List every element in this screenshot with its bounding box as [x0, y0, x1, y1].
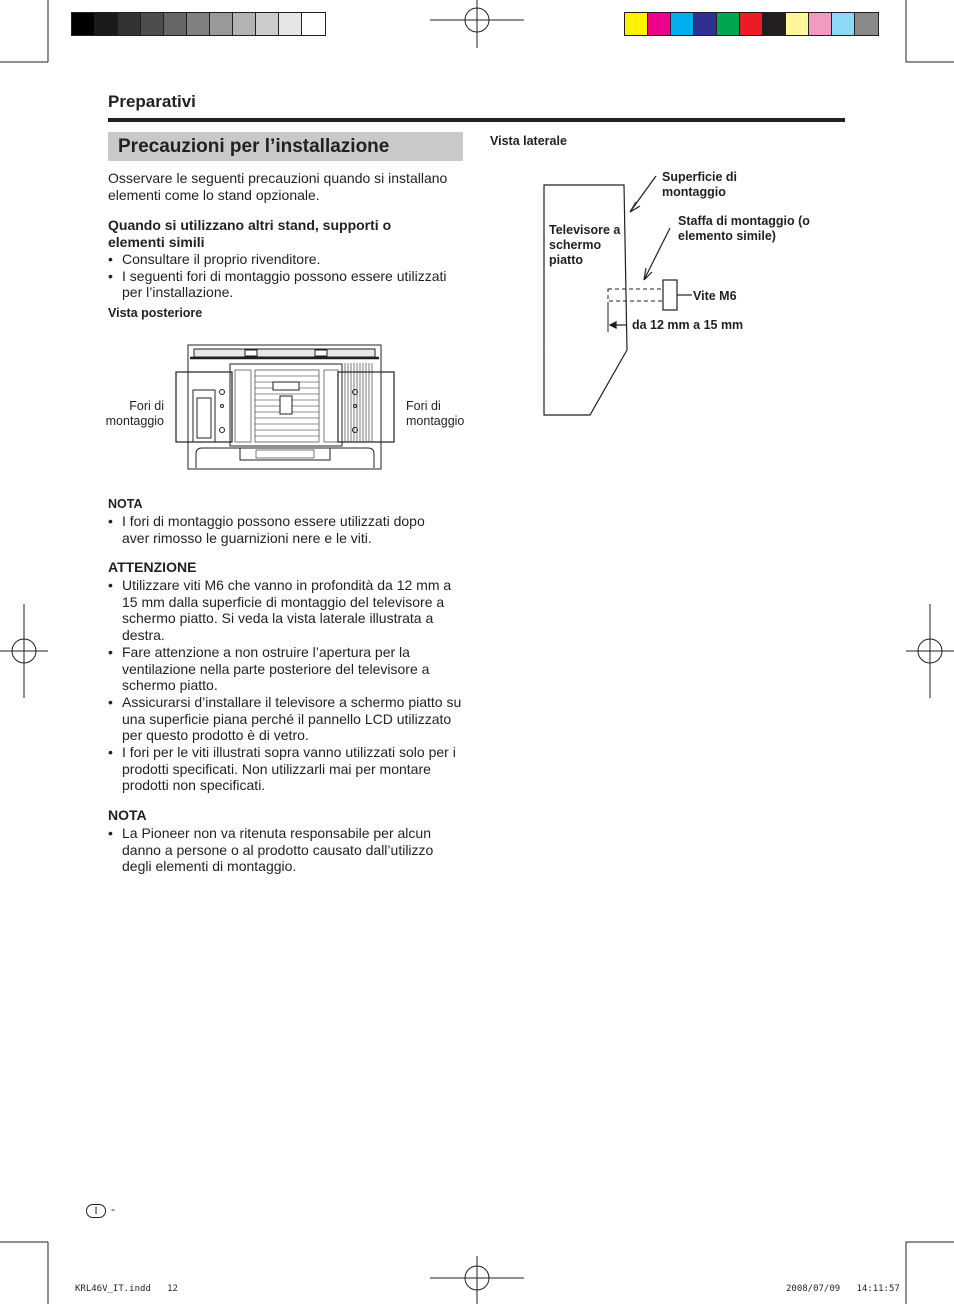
gray-swatch	[302, 13, 325, 35]
gray-swatch	[72, 13, 95, 35]
page-marker-letter: I	[94, 1205, 98, 1217]
bracket-label: Staffa di montaggio (o elemento simile)	[678, 214, 810, 243]
footer-timestamp: 2008/07/09 14:11:57	[786, 1284, 900, 1294]
gray-swatch	[164, 13, 187, 35]
gray-swatch	[210, 13, 233, 35]
tv-label: Televisore a schermo piatto	[549, 223, 621, 267]
color-swatch	[625, 13, 648, 35]
list-item: • Assicurarsi d’installare il televisore a schermo piatto su una superficie piana perché il pannello LCD utilizzato per questo prodotto è di vetro.	[108, 694, 464, 744]
rear-view-diagram	[160, 340, 405, 472]
nota-title: NOTA	[108, 497, 143, 511]
grayscale-color-bar	[71, 12, 326, 36]
color-swatch	[832, 13, 855, 35]
gray-swatch	[118, 13, 141, 35]
page-dash: -	[111, 1202, 115, 1216]
color-swatch	[671, 13, 694, 35]
gray-swatch	[95, 13, 118, 35]
screw-label: Vite M6	[693, 289, 737, 303]
depth-label: da 12 mm a 15 mm	[632, 318, 744, 332]
attenzione-list	[108, 577, 464, 794]
right-holes-label: Fori di montaggio	[406, 399, 465, 428]
page-marker	[86, 1204, 106, 1218]
list-item: • Consultare il proprio rivenditore.	[108, 251, 464, 268]
side-view-label: Vista laterale	[490, 134, 567, 148]
color-swatch	[786, 13, 809, 35]
footer-file-info: KRL46V_IT.indd 12	[75, 1284, 178, 1294]
left-holes-label: Fori di montaggio	[105, 399, 164, 428]
section-rule	[108, 118, 845, 122]
sub-bullet-list	[108, 251, 464, 301]
gray-swatch	[141, 13, 164, 35]
rear-view-label: Vista posteriore	[108, 306, 203, 320]
section-title: Preparativi	[108, 92, 196, 111]
list-item: • I fori di montaggio possono essere utilizzati dopo aver rimosso le guarnizioni nere e le viti.	[108, 513, 448, 546]
intro-paragraph: Osservare le seguenti precauzioni quando si installano elementi come lo stand opzionale.	[108, 170, 448, 203]
color-swatch	[648, 13, 671, 35]
color-swatch	[717, 13, 740, 35]
color-swatch	[763, 13, 786, 35]
nota-list	[108, 513, 448, 546]
gray-swatch	[187, 13, 210, 35]
attenzione-title: ATTENZIONE	[108, 559, 197, 575]
list-item: • Fare attenzione a non ostruire l’apertura per la ventilazione nella parte posteriore del televisore a schermo piatto.	[108, 644, 464, 694]
nota2-title: NOTA	[108, 807, 147, 823]
list-item: • I fori per le viti illustrati sopra vanno utilizzati solo per i prodotti specificati. Non utilizzarli mai per montare prodotti non specificati.	[108, 744, 464, 794]
page-heading: Precauzioni per l’installazione	[118, 136, 390, 157]
list-item: • Utilizzare viti M6 che vanno in profondità da 12 mm a 15 mm dalla superficie di montaggio del televisore a schermo piatto. Si veda la vista laterale illustrata a destra.	[108, 577, 464, 644]
gray-swatch	[256, 13, 279, 35]
process-color-bar	[624, 12, 879, 36]
color-swatch	[694, 13, 717, 35]
subheading: Quando si utilizzano altri stand, supporti o elementi simili	[108, 217, 392, 250]
color-swatch	[740, 13, 763, 35]
color-swatch	[855, 13, 878, 35]
gray-swatch	[233, 13, 256, 35]
surface-label: Superficie di montaggio	[662, 170, 738, 199]
gray-swatch	[279, 13, 302, 35]
color-swatch	[809, 13, 832, 35]
list-item: • I seguenti fori di montaggio possono essere utilizzati per l’installazione.	[108, 268, 464, 301]
list-item: • La Pioneer non va ritenuta responsabile per alcun danno a persone o al prodotto causato dall’utilizzo degli elementi di montaggio.	[108, 825, 458, 875]
nota2-list	[108, 825, 458, 875]
